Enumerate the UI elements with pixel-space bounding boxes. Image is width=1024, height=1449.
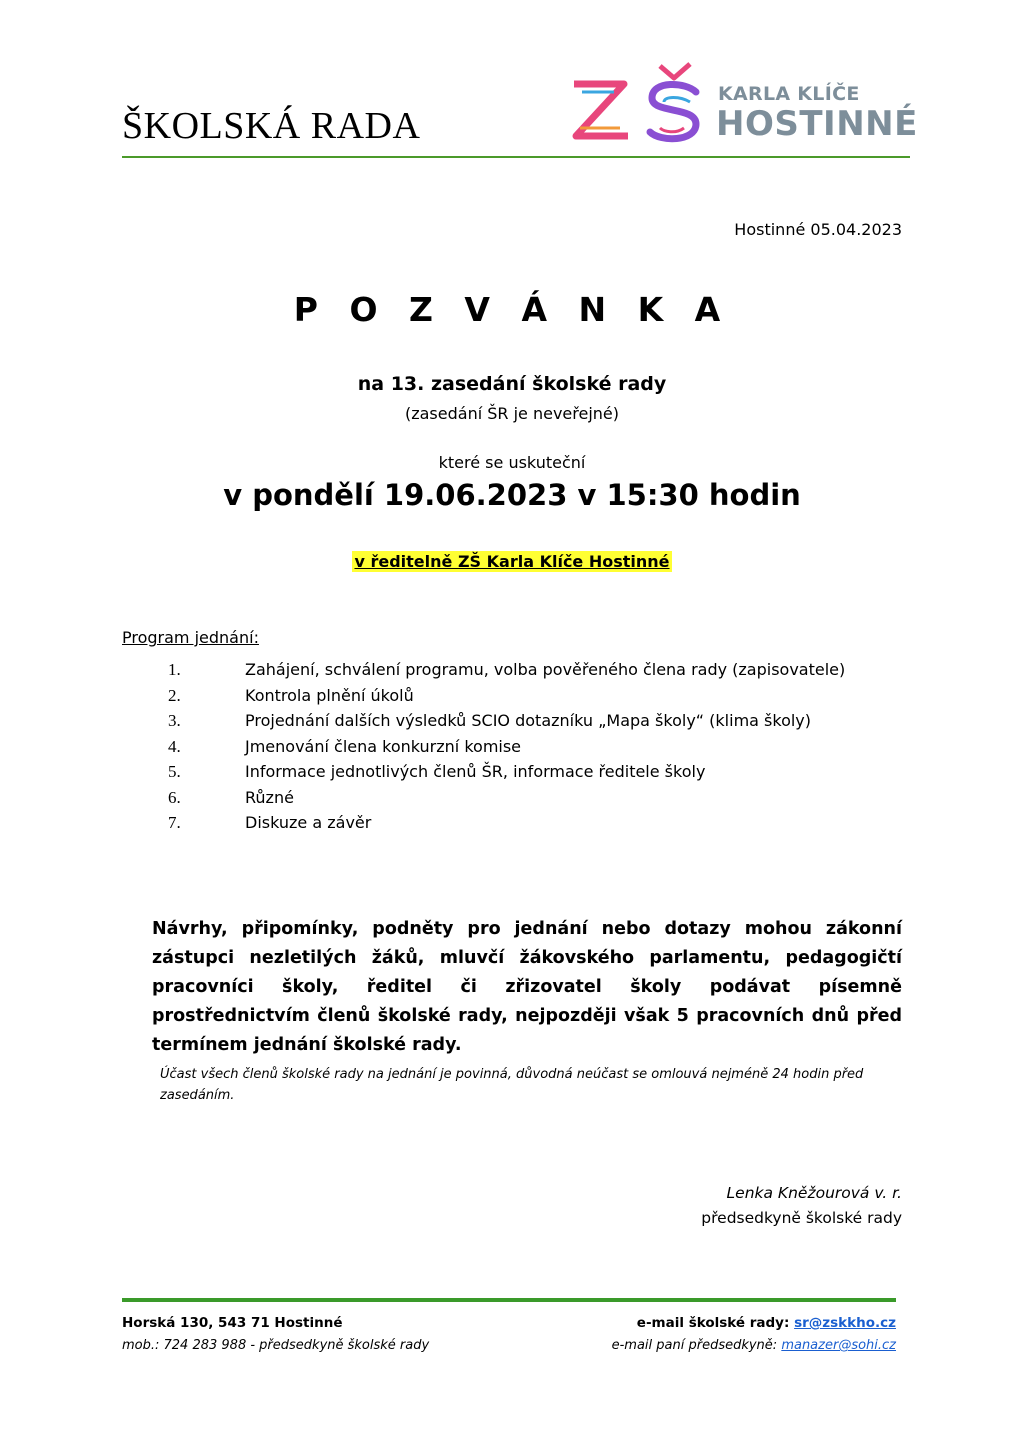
footer-divider	[122, 1298, 896, 1302]
program-item	[0, 788, 1024, 814]
council-email-label: e-mail školské rady:	[636, 1315, 795, 1331]
program-item-text: Diskuze a závěr	[245, 813, 372, 832]
logo-line-hostinne: HOSTINNÉ	[716, 104, 918, 144]
program-item	[0, 762, 1024, 788]
program-item-number: 4.	[168, 736, 181, 756]
meeting-datetime: v pondělí 19.06.2023 v 15:30 hodin	[223, 478, 801, 512]
program-item	[0, 737, 1024, 763]
signature-role: předsedkyně školské rady	[701, 1209, 902, 1227]
takes-place-text: které se uskuteční	[438, 453, 586, 472]
logo-line-karla-klice: KARLA KLÍČE	[718, 83, 860, 105]
program-item-number: 2.	[168, 685, 181, 705]
council-email-link[interactable]: sr@zskkho.cz	[794, 1315, 896, 1331]
chair-email-label: e-mail paní předsedkyně:	[611, 1338, 782, 1353]
program-item-number: 1.	[168, 660, 181, 679]
program-list	[0, 660, 1024, 839]
footer-chair-email	[612, 1338, 896, 1353]
header-divider	[122, 156, 910, 158]
chair-email-link[interactable]: manazer@sohi.cz	[781, 1338, 896, 1353]
program-item-text: Zahájení, schválení programu, volba pověřeného člena rady (zapisovatele)	[245, 660, 846, 679]
program-item-number: 7.	[168, 813, 181, 832]
meeting-location: v ředitelně ZŠ Karla Klíče Hostinné	[354, 552, 670, 571]
zs-logo-mark-icon	[568, 62, 718, 152]
program-label: Program jednání:	[122, 628, 259, 647]
program-item	[0, 686, 1024, 712]
program-item	[0, 711, 1024, 737]
program-item-text: Projednání dalších výsledků SCIO dotazníku „Mapa školy“ (klima školy)	[245, 711, 812, 730]
meeting-number: na 13. zasedání školské rady	[357, 373, 667, 395]
footer-council-email	[637, 1315, 896, 1331]
footer-address: Horská 130, 543 71 Hostinné	[122, 1315, 343, 1331]
program-item-number: 5.	[168, 762, 181, 781]
program-item-text: Různé	[245, 787, 294, 807]
program-item-text: Kontrola plnění úkolů	[245, 685, 414, 705]
submission-notice: Návrhy, připomínky, podněty pro jednání nebo dotazy mohou zákonní zástupci nezletilých žáků, mluvčí žákovského parlamentu, pedagogičtí pracovníci školy, ředitel či zřizovatel školy podávat písemně prostřednictvím členů školské rady, nejpozději však 5 pracovních dnů před termínem jednání školské rady.	[152, 919, 902, 1055]
program-item-number: 3.	[168, 711, 181, 730]
program-item-text: Informace jednotlivých členů ŠR, informace ředitele školy	[245, 762, 706, 781]
invitation-title: P O Z V Á N K A	[293, 290, 731, 329]
signature-name: Lenka Kněžourová v. r.	[726, 1184, 902, 1202]
program-item	[0, 813, 1024, 839]
program-item	[0, 660, 1024, 686]
footer-mobile: mob.: 724 283 988 - předsedkyně školské rady	[122, 1338, 430, 1353]
meeting-note: (zasedání ŠR je neveřejné)	[404, 404, 620, 423]
header-title: ŠKOLSKÁ RADA	[122, 105, 421, 147]
attendance-note: Účast všech členů školské rady na jednání je povinná, důvodná neúčast se omlouvá nejméně 24 hodin před zasedáním.	[160, 1067, 864, 1103]
document-date: Hostinné 05.04.2023	[734, 220, 902, 239]
program-item-number: 6.	[168, 787, 181, 807]
program-item-text: Jmenování člena konkurzní komise	[245, 736, 522, 756]
meeting-location-wrap	[0, 552, 1024, 571]
